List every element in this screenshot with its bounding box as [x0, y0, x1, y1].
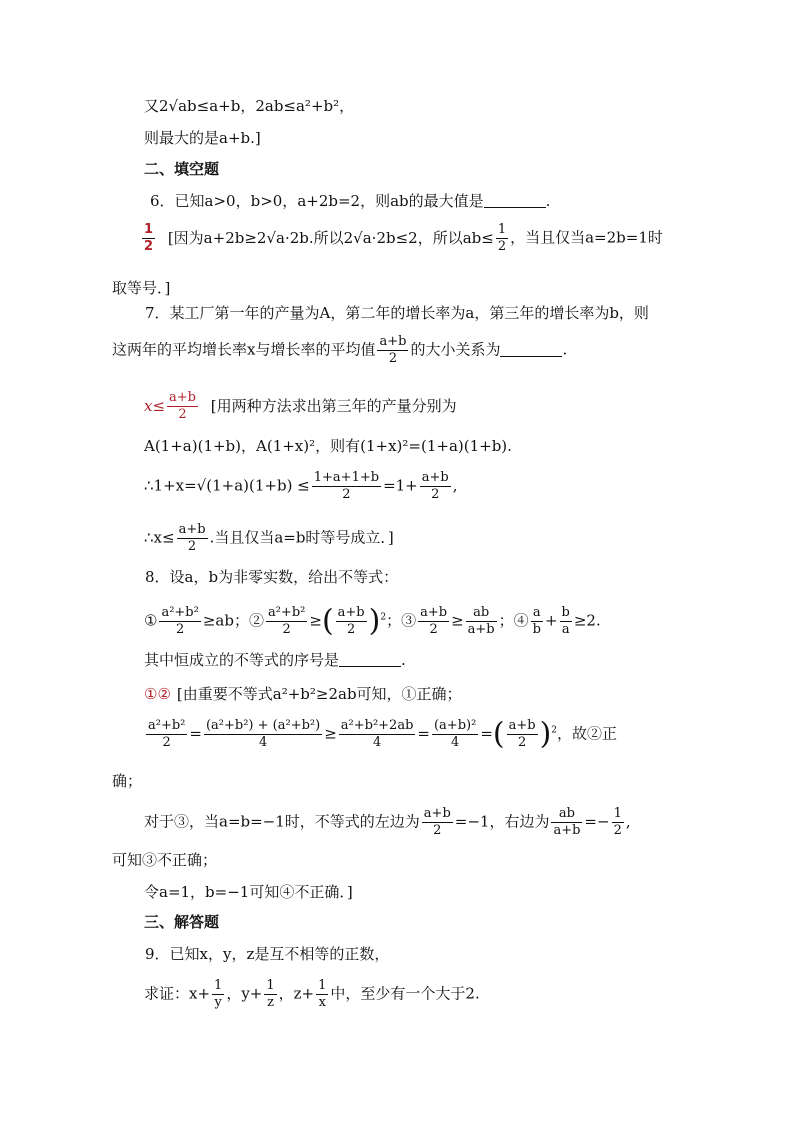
fraction [204, 718, 322, 751]
denominator: 4 [258, 735, 268, 750]
numerator: 1 [497, 222, 507, 237]
answer-8-line-5 [112, 850, 217, 870]
fraction [312, 470, 381, 503]
text: [用两种方法求出第三年的产量分别为 [210, 396, 457, 415]
text: ，z+ [278, 984, 315, 1003]
text: 令a=1，b=−1可知④不正确．] [144, 883, 353, 901]
fraction [420, 470, 451, 503]
question-6 [150, 191, 550, 211]
text: 其中恒成立的不等式的序号是 [144, 651, 340, 669]
fraction [377, 334, 408, 367]
denominator: 4 [372, 735, 382, 750]
text: =−1，右边为 [454, 812, 550, 831]
denominator: 2 [431, 487, 440, 502]
numerator: 1 [214, 978, 223, 993]
fraction [177, 522, 208, 555]
answer-8-line-3 [112, 771, 142, 791]
paren: ( [492, 716, 505, 752]
text: ，y+ [226, 984, 263, 1003]
fraction [466, 605, 497, 638]
text: . [401, 651, 406, 669]
fraction [167, 390, 198, 423]
numerator: ab [551, 806, 582, 823]
text: A(1+a)(1+b)，A(1+x)²，则有(1+x)²=(1+a)(1+b). [144, 437, 512, 455]
text: ，故②正 [557, 724, 618, 743]
question-8-line-3 [144, 650, 406, 670]
text: ≥2. [573, 611, 601, 630]
denominator: 2 [342, 487, 351, 502]
paren: ( [321, 603, 334, 639]
denominator: 2 [282, 622, 291, 637]
fraction [336, 605, 367, 638]
text: 6．已知a>0，b>0，a+2b=2，则ab的最大值是 [150, 192, 484, 210]
question-9-line-2 [144, 978, 480, 1011]
numerator: 1 [318, 978, 327, 993]
fraction [531, 605, 543, 638]
fraction [316, 978, 328, 1011]
text: . [562, 340, 568, 359]
text: 求证：x+ [144, 984, 211, 1003]
text: , [452, 476, 458, 495]
answer-8-line-1 [144, 684, 462, 704]
denominator: 2 [347, 622, 356, 637]
question-9-line-1 [145, 944, 389, 964]
text: ；③ [386, 611, 417, 630]
text: 取等号．] [112, 279, 171, 297]
numerator: a+b [379, 334, 407, 349]
numerator: a+b [508, 718, 536, 733]
text: 的大小关系为 [410, 340, 501, 359]
fraction [551, 806, 582, 839]
text: 又2√ab≤a+b，2ab≤a²+b²， [144, 97, 355, 115]
denominator: 2 [178, 407, 187, 422]
answer-8-line-4: 对于③，当a=b=−1时，不等式的左边为 $\frac{a+b}{2}$ =−1，右边为 $\frac{ab}{a+b}$ =− $\frac{1}{2}$ , [144, 806, 631, 838]
fraction [507, 718, 538, 751]
denominator: 2 [144, 239, 154, 254]
text: 可知③不正确； [112, 851, 218, 869]
numerator: 1+a+1+b [313, 470, 380, 485]
text: ；④ [498, 611, 529, 630]
numerator: ab [466, 605, 497, 622]
section-heading-solve [144, 912, 219, 932]
denominator: b [532, 622, 541, 637]
numerator: 1 [144, 222, 154, 237]
denominator: 2 [176, 622, 185, 637]
text: 这两年的平均增长率x与增长率的平均值 [112, 340, 376, 359]
denominator: 2 [187, 539, 197, 554]
text: 三、解答题 [144, 913, 220, 931]
denominator: 2 [517, 735, 527, 750]
line-1 [144, 96, 354, 116]
denominator: z [267, 995, 274, 1010]
answer-8-line-6 [144, 882, 353, 902]
answer: ①② [144, 685, 171, 703]
text: 确； [112, 772, 143, 790]
text: ∴1+x=√(1+a)(1+b) ≤ [144, 476, 310, 495]
denominator: 2 [429, 622, 438, 637]
denominator: 2 [388, 351, 398, 366]
numerator: a²+b² [267, 605, 306, 620]
text: 中，至少有一个大于2. [330, 984, 480, 1003]
numerator: a+b [169, 390, 196, 405]
answer-blank[interactable] [500, 342, 562, 357]
paren: ) [539, 716, 552, 752]
question-7-line-1 [145, 303, 649, 323]
answer-7-line-4 [144, 522, 394, 555]
denominator: y [214, 995, 222, 1010]
denominator: 2 [613, 823, 622, 838]
numerator: a²+b²+2ab [340, 718, 414, 733]
text: 7．某工厂第一年的产量为A，第二年的增长率为a，第三年的增长率为b，则 [145, 304, 649, 322]
numerator: a+b [337, 605, 365, 620]
fraction [422, 806, 453, 839]
answer-7-line-3 [144, 470, 458, 503]
text: 则最大的是a+b.] [144, 129, 261, 147]
line-2 [144, 128, 261, 148]
denominator: a [561, 622, 570, 637]
fraction [560, 605, 572, 638]
fraction [159, 605, 200, 638]
text: ① [144, 611, 158, 630]
text: x≤ [144, 396, 166, 415]
fraction [264, 978, 276, 1011]
numerator: a+b [423, 806, 451, 821]
denominator: a+b [467, 622, 495, 637]
answer-7-line-1 [144, 390, 457, 423]
denominator: x [318, 995, 326, 1010]
fraction [418, 605, 449, 638]
question-8-line-1 [145, 567, 398, 587]
question-7-line-2 [112, 334, 567, 367]
answer [144, 390, 200, 422]
text: 对于③，当a=b=−1时，不等式的左边为 [144, 812, 420, 831]
fraction [432, 718, 478, 751]
text: [由重要不等式a²+b²≥2ab可知，①正确； [176, 685, 462, 703]
denominator: 4 [451, 735, 460, 750]
numerator: 1 [266, 978, 275, 993]
fraction [146, 718, 187, 751]
numerator: a+b [420, 605, 448, 620]
numerator: a²+b² [161, 605, 199, 620]
numerator: a+b [421, 470, 449, 485]
fraction [612, 806, 624, 839]
denominator: a+b [553, 823, 581, 838]
question-8-line-2: ① $\frac{\text{a²+b²}}{2}$ ≥ab；② $\frac{\text{a²+b²}}{2}$ ≥( $\frac{a+b}{2}$ )$^2$；③ $\frac{a+b}{2}$ ≥ $\frac{ab}{a+b}$ ；④ $\frac{a}{b}$ + $\frac{b}{a}$ ≥2. [144, 603, 601, 639]
text: =1+ [383, 476, 418, 495]
text: ≥ab；② [202, 611, 264, 630]
text: ≥ [309, 611, 322, 630]
answer-fraction [142, 222, 155, 255]
text: ，当且仅当a=2b=1时 [510, 228, 663, 247]
numerator: a+b [178, 522, 206, 537]
answer-blank[interactable] [339, 652, 401, 667]
text: 二、填空题 [144, 160, 220, 178]
fraction [212, 978, 224, 1011]
numerator: (a+b)² [433, 718, 477, 733]
text: ≥ [451, 611, 464, 630]
text: .当且仅当a=b时等号成立．] [209, 528, 394, 547]
denominator: 2 [162, 735, 171, 750]
text: 9．已知x，y，z是互不相等的正数， [145, 945, 390, 963]
answer-6-cont [112, 278, 170, 298]
text: [因为a+2b≥2√a·2b.所以2√a·2b≤2，所以ab≤ [167, 228, 494, 247]
numerator: (a²+b²) + (a²+b²) [205, 718, 321, 733]
numerator: b [561, 605, 570, 620]
text: ∴x≤ [144, 528, 175, 547]
answer-blank[interactable] [484, 193, 546, 208]
numerator: a [531, 605, 543, 622]
denominator: 2 [433, 823, 442, 838]
answer-8-line-2: $\frac{\text{a²+b²}}{2}$ = $\frac{\text{(a²+b²) + (a²+b²)}}{4}$ ≥ $\frac{\text{a²+b²+2ab}}{4}$ = $\frac{\text{(a+b)²}}{4}$ =( $\frac{a+b}{2}$ )$^2$，故②正 [148, 716, 618, 752]
text: 8．设a，b为非零实数，给出不等式： [145, 568, 399, 586]
fraction [339, 718, 416, 751]
paren: ) [368, 603, 381, 639]
text: . [545, 192, 551, 210]
answer-7-line-2 [144, 436, 512, 456]
fraction [496, 222, 508, 255]
text: =− [584, 812, 610, 831]
fraction [266, 605, 307, 638]
numerator: 1 [613, 806, 622, 821]
answer-6 [140, 222, 663, 255]
numerator: a²+b² [148, 718, 186, 733]
denominator: 2 [497, 239, 507, 254]
section-heading-fill [144, 159, 219, 179]
